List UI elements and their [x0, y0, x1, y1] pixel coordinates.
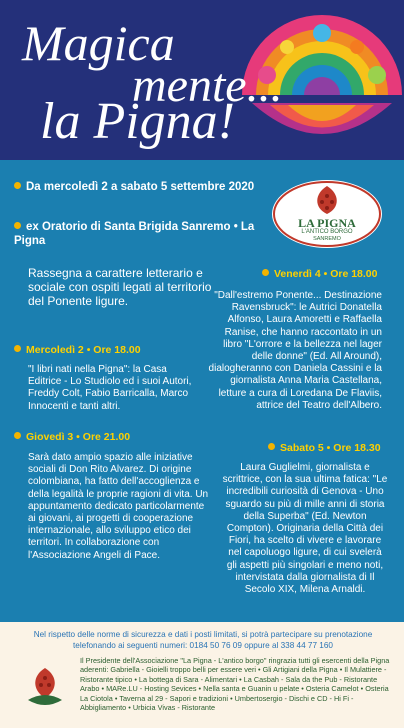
small-logo-icon	[20, 660, 70, 710]
event-fri-date	[262, 268, 378, 280]
bullet-icon	[14, 182, 21, 189]
bullet-icon	[14, 222, 21, 229]
header-banner	[0, 0, 404, 160]
logo-city: SANREMO	[313, 236, 341, 242]
event-fri-body: "Dall'estremo Ponente... Destinazione Ravensbruck": le Autrici Donatella Alfonso, Laura Amoretti e Raffaella Ranise, che hanno raccontato in un libro "L'orrore e la bellezza nel lager delle donne" (Ed. All Around), dialogheranno con Daniela Cassini e la giornalista Anna Maria Castellana, letture a cura di Loredana De Flaviis, attrice del Teatro dell'Albero.	[208, 290, 382, 411]
la-pigna-logo	[272, 180, 382, 248]
sponsors-list: Il Presidente dell'Associazione "La Pigna - L'antico borgo" ringrazia tutti gli esercenti della Pigna aderenti: Gabriella - Gioielli troppo belli per essere veri • Gli Artigiani della Pigna • Il Mulattiere - Ristorante tipico • La bottega di Sara - Alimentari • La Casbah - Sala da the Pub - Ristorante Arabo • MARe.LU - Hosting Sevices • Nella santa e Guanin u pelate • Osteria Camelot • Osteria La Ciotola • Taverna al 29 - Sapori e tradizioni • Umbertosergio - Dischi e CD - Hi Fi - Abbigliamento • Urbicia Vivas - Ristorante	[80, 656, 390, 713]
dates-heading	[14, 180, 264, 194]
event-thu-body: Sarà dato ampio spazio alle iniziative sociali di Don Rito Alvarez. Di origine colombiana, ha fatto dell'accoglienza e della legalità le proprie ragioni di vita. Un appuntamento dedicato particolarmente ai giovani, ai progetti di cooperazione internazionale, allo sviluppo etico dei territori. In collaborazione con l'Associazione Angeli di Pace.	[28, 452, 209, 561]
booking-notice: Nel rispetto delle norme di sicurezza e dati i posti limitati, si potrà partecipare su prenotazione telefonando ai seguenti numeri: 0184 50 76 09 oppure al 338 44 77 160	[33, 630, 373, 650]
bullet-icon	[268, 443, 275, 450]
event-wed-body: "I libri nati nella Pigna": la Casa Editrice - Lo Studiolo ed i suoi Autori, Freddy Colt, Fabio Barricalla, Marco Innocenti e tanti altri.	[28, 364, 192, 412]
event-wed-date	[14, 344, 141, 356]
logo-name: LA PIGNA	[298, 216, 356, 230]
dates-text: Da mercoledì 2 a sabato 5 settembre 2020	[26, 181, 255, 193]
event-sat-body: Laura Guglielmi, giornalista e scrittrice, con la sua ultima fatica: "Le incredibili curiosità di Genova - Uno sguardo su più di mille anni di storia della Superba" (Ed. Newton Compton). Originaria della Città dei Fiori, ha scelto di vivere e lavorare nel capoluogo ligure, di cui svelerà gli aspetti più singolari e meno noti, intervistata dalla giornalista di Il Secolo XIX, Milena Arnaldi.	[222, 462, 388, 596]
title-line-2: mente...	[132, 59, 283, 112]
venue-heading	[14, 220, 264, 248]
bullet-icon	[14, 345, 21, 352]
event-sat-date-text: Sabato 5 • Ore 18.30	[280, 442, 381, 454]
title-line-3: la Pigna!	[40, 93, 235, 150]
intro-text: Rassegna a carattere letterario e sociale con ospiti legati al territorio del Ponente ligure.	[28, 266, 212, 308]
event-fri-date-text: Venerdì 4 • Ore 18.00	[274, 268, 378, 280]
event-wed-date-text: Mercoledì 2 • Ore 18.00	[26, 344, 141, 356]
logo-subtitle: L'ANTICO BORGO	[301, 229, 353, 235]
event-thu-date-text: Giovedì 3 • Ore 21.00	[26, 431, 131, 443]
bullet-icon	[262, 269, 269, 276]
event-sat-date	[268, 442, 381, 454]
bullet-icon	[14, 432, 21, 439]
title-line-1: Magica	[22, 15, 175, 71]
event-thu-date	[14, 431, 130, 443]
venue-text: ex Oratorio di Santa Brigida Sanremo • La Pigna	[14, 221, 255, 247]
